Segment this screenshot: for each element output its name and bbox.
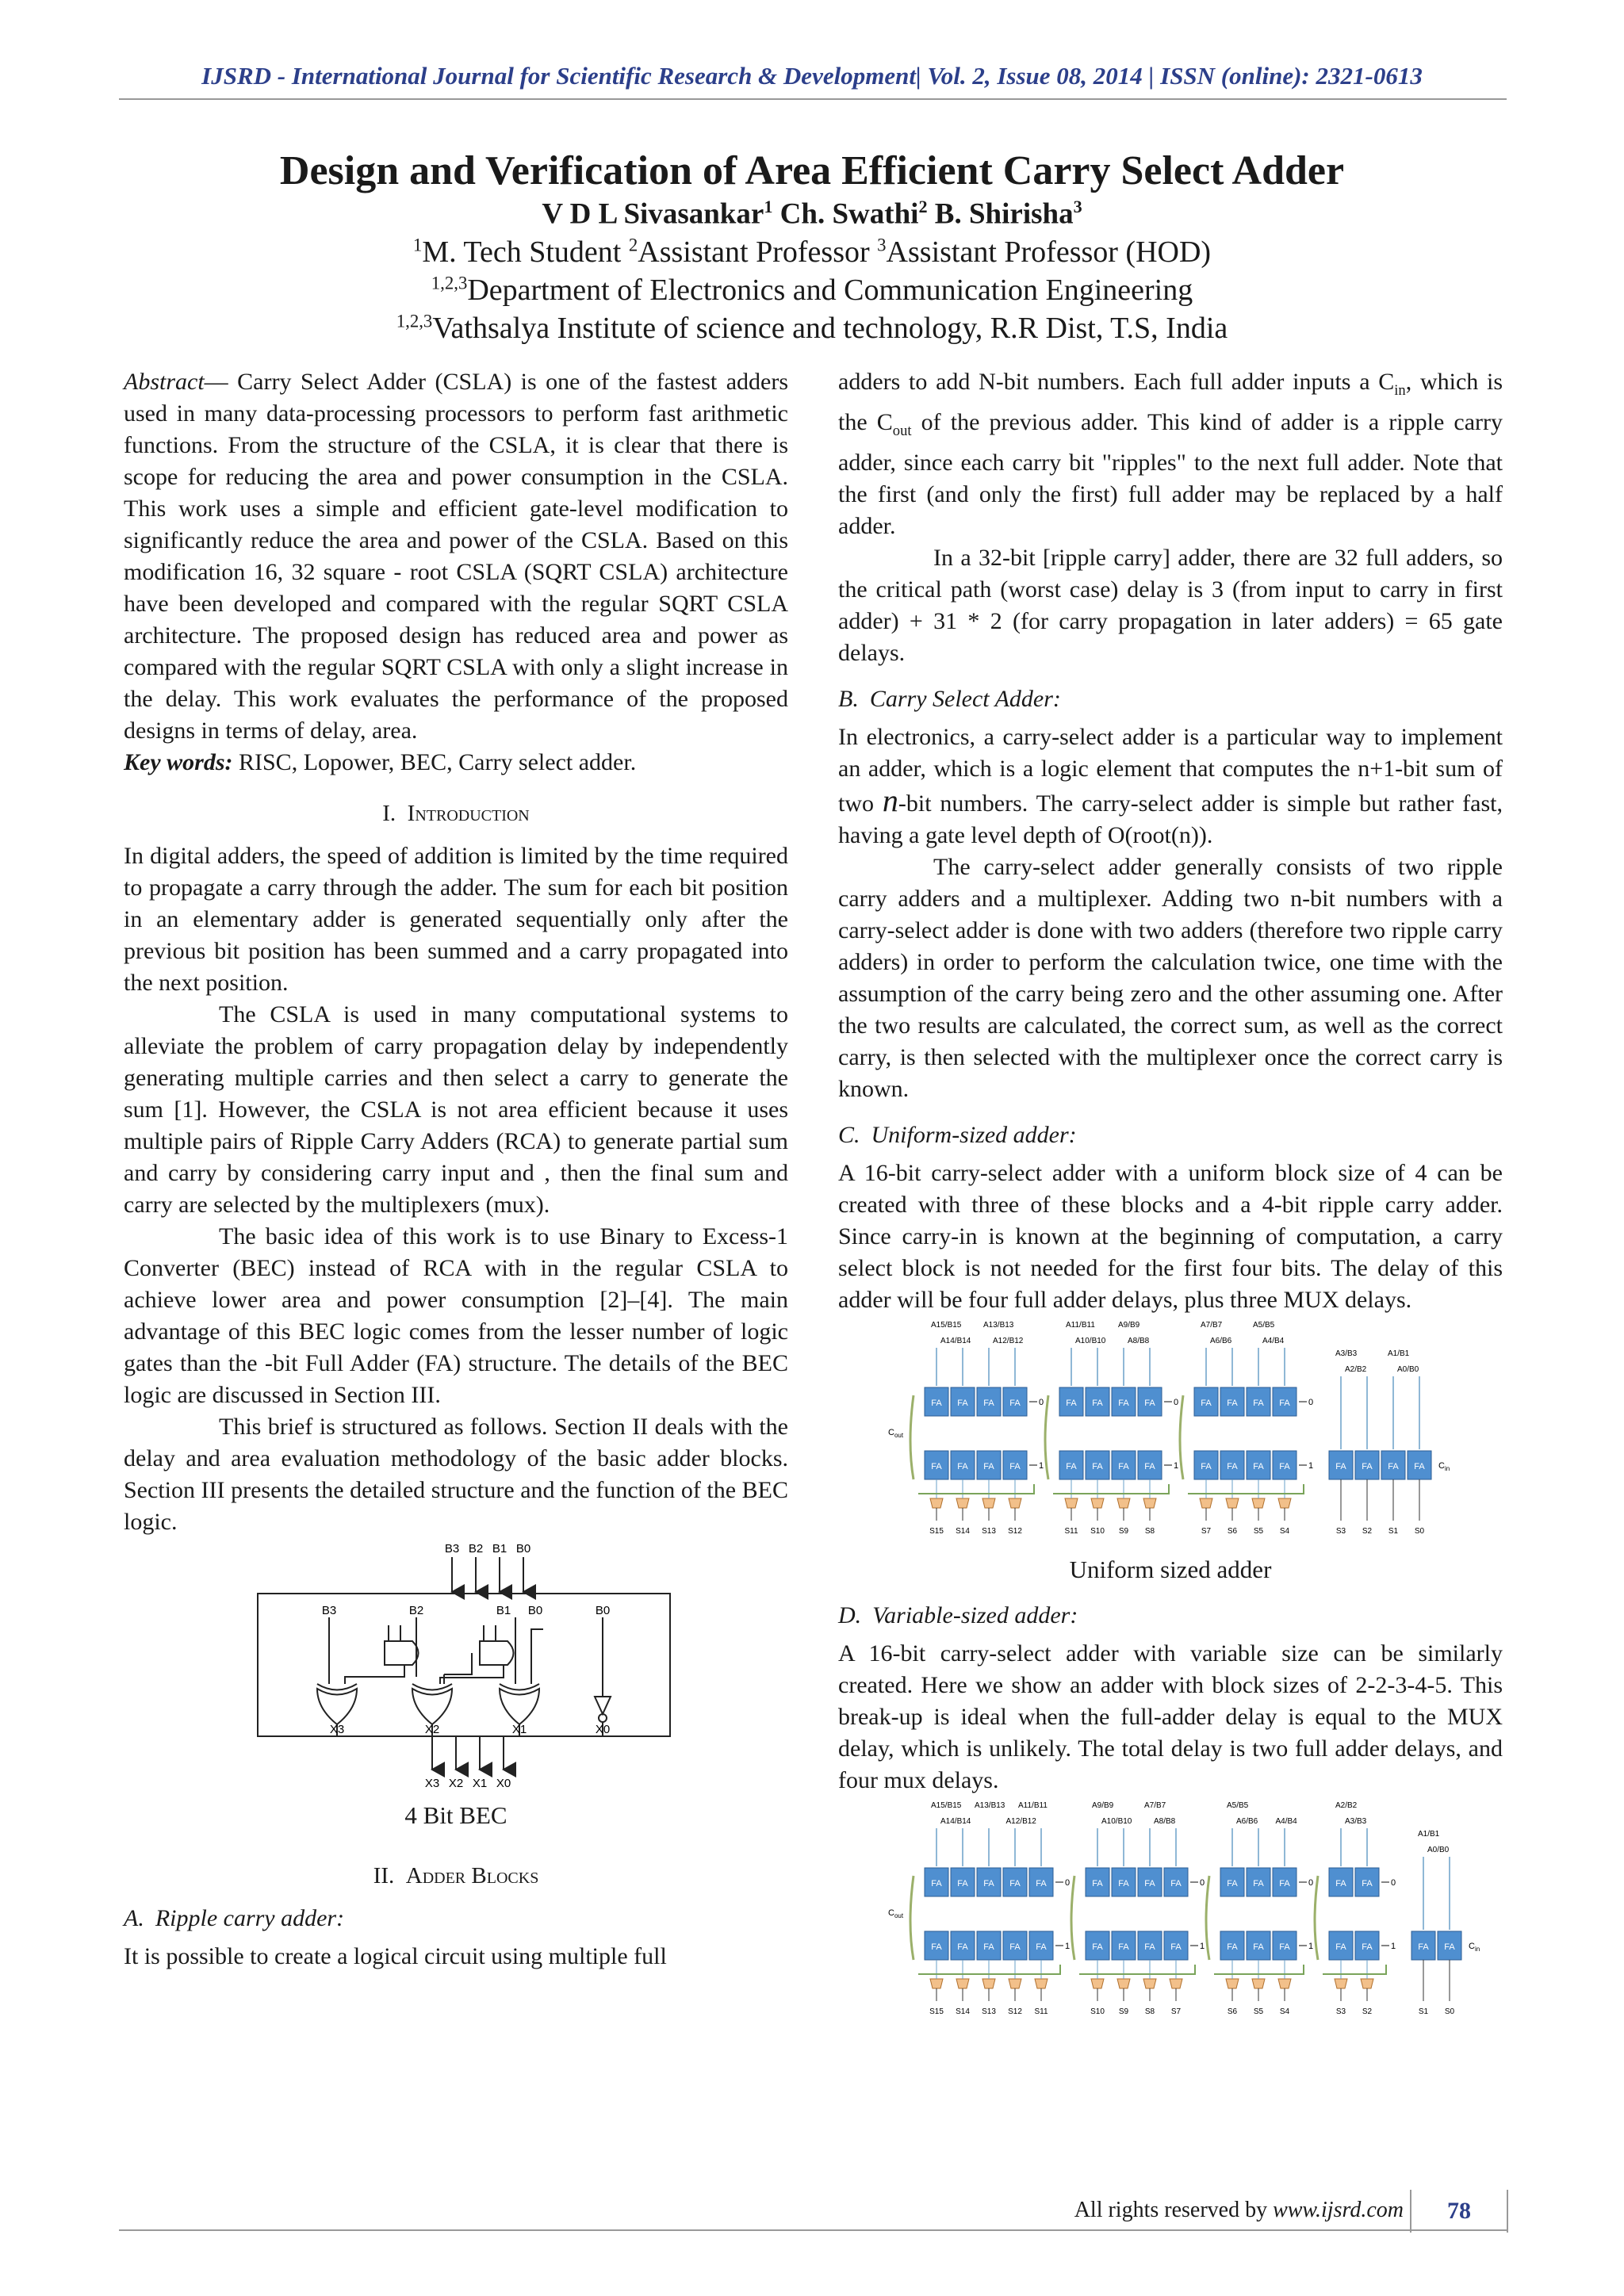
full-adder-label: FA: [1362, 1942, 1373, 1952]
carry-mux: [910, 1876, 914, 1960]
role-mark: 3: [877, 235, 887, 255]
carry-mux: [1045, 1395, 1048, 1479]
keywords: [124, 747, 788, 779]
full-adder-label: FA: [1092, 1879, 1103, 1888]
author-mark: 1: [764, 197, 773, 216]
intro-paragraph-2: The CSLA is used in many computational systems to alleviate the problem of carry propagation delay by independently generating multiple carries and then select a carry to generate the sum [1]. However, the CSLA is not area efficient because it uses multiple pairs of Ripple Carry Adders (RCA) to generate partial sum and carry by considering carry input and , then the final sum and carry are selected by the multiplexers (mux).: [124, 1001, 788, 1218]
bec-gates: [317, 1617, 611, 1736]
carry-in-const: 0: [1391, 1878, 1396, 1888]
full-adder-label: FA: [1227, 1879, 1238, 1888]
sum-label: S15: [929, 2007, 944, 2016]
full-adder-label: FA: [1253, 1399, 1264, 1408]
author-roles: [0, 235, 1624, 270]
mux: [982, 1979, 995, 1988]
cout-sub: out: [894, 1432, 904, 1439]
select-line: [1188, 1484, 1304, 1494]
operand-label: A1/B1: [1388, 1349, 1410, 1358]
full-adder-label: FA: [1227, 1399, 1238, 1408]
abstract: [124, 366, 788, 747]
sum-label: S10: [1090, 1527, 1105, 1536]
right-column: [838, 366, 1503, 2034]
footer-rule: [119, 2229, 1507, 2231]
author-mark: 2: [918, 197, 928, 216]
author-name: V D L Sivasankar: [542, 197, 764, 231]
subsection-label: D.: [838, 1602, 862, 1628]
operand-label: A11/B11: [1066, 1321, 1095, 1330]
uniform-caption: Uniform sized adder: [1069, 1556, 1272, 1583]
cout-sub: out: [894, 1912, 904, 1919]
operand-label: A5/B5: [1253, 1321, 1275, 1330]
mux: [1091, 1498, 1104, 1508]
full-adder-label: FA: [1279, 1462, 1290, 1471]
sum-label: S9: [1118, 1527, 1129, 1536]
full-adder-label: FA: [983, 1399, 994, 1408]
subsection-ripple-carry: [124, 1903, 788, 1934]
author-name: B. Shirisha: [934, 197, 1074, 231]
full-adder-label: FA: [931, 1942, 942, 1952]
math-n: n: [882, 783, 898, 818]
intro-paragraph-3: The basic idea of this work is to use Binary to Excess-1 Converter (BEC) instead of RCA with in the regular CSLA to achieve lower area and power consumption [2]–[4]. The main advantage of this BEC logic comes from the lesser number of logic gates than the -bit Full Adder (FA) structure. The details of the BEC logic are discussed in Section III.: [124, 1223, 788, 1408]
section-heading-adder-blocks: [124, 1860, 788, 1892]
and-gate-2: [480, 1641, 514, 1665]
mux: [930, 1498, 943, 1508]
operand-label: A2/B2: [1345, 1365, 1367, 1374]
sum-label: S5: [1253, 1527, 1264, 1536]
full-adder-label: FA: [1092, 1462, 1103, 1471]
bec-caption: 4 Bit BEC: [404, 1801, 508, 1829]
operand-label: A8/B8: [1154, 1817, 1176, 1826]
mux: [1278, 1979, 1291, 1988]
sum-label: S14: [956, 1527, 970, 1536]
uniform-paragraph: A 16-bit carry-select adder with a uniform block size of 4 can be created with three of these blocks and a 4-bit ripple carry adder. Since carry-in is known at the beginning of computation, a carry select block is not needed for the first four bits. The delay of this adder will be four full adder delays, plus three MUX delays.: [838, 1160, 1503, 1313]
operand-label: A14/B14: [940, 1337, 971, 1345]
mux: [1009, 1498, 1021, 1508]
operand-label: A0/B0: [1397, 1365, 1419, 1374]
full-adder-label: FA: [1092, 1399, 1103, 1408]
full-adder-label: FA: [1036, 1942, 1047, 1952]
bec-output-label: X3: [424, 1777, 440, 1790]
sum-label: S12: [1008, 1527, 1022, 1536]
full-adder-label: FA: [1253, 1462, 1264, 1471]
cout-label: $C_{out}$: [888, 1428, 904, 1439]
sum-label: S6: [1227, 1527, 1238, 1536]
sum-label: S1: [1388, 1527, 1399, 1536]
full-adder-label: FA: [1253, 1942, 1264, 1952]
cin-sub: in: [1474, 1946, 1480, 1953]
mux: [1252, 1979, 1265, 1988]
mux: [1226, 1979, 1239, 1988]
subscript: out: [892, 423, 912, 439]
operand-label: A3/B3: [1335, 1349, 1358, 1358]
full-adder-label: FA: [1144, 1942, 1155, 1952]
full-adder-label: FA: [1362, 1879, 1373, 1888]
subsection-label: A.: [124, 1905, 144, 1931]
sum-label: S15: [929, 1527, 944, 1536]
sum-label: S10: [1090, 2007, 1105, 2016]
sum-label: S6: [1227, 2007, 1238, 2016]
footer: [0, 2198, 1404, 2223]
sum-label: S12: [1008, 2007, 1022, 2016]
xor-gate-x1: [500, 1684, 539, 1724]
full-adder-label: FA: [957, 1462, 968, 1471]
carry-in-const: 1: [1308, 1461, 1314, 1471]
sum-label: S1: [1418, 2007, 1429, 2016]
intro-paragraph-4: This brief is structured as follows. Section II deals with the delay and area evaluation methodology of the basic adder blocks. Section III presents the detailed structure and the function of the BEC logic.: [124, 1414, 788, 1535]
bec-figure: [202, 1538, 710, 1800]
carry-in-const: 1: [1391, 1942, 1396, 1951]
footer-rights: All rights reserved by: [1074, 2198, 1274, 2222]
bec-input-label: B1: [492, 1542, 508, 1556]
section-number: II.: [373, 1863, 395, 1888]
journal-header: IJSRD - International Journal for Scientific Research & Development| Vol. 2, Issue 08, 2014 | ISSN (online): 2321-0613: [201, 62, 1423, 90]
select-line: [1079, 1965, 1195, 1974]
mux: [956, 1498, 969, 1508]
select-line: [918, 1484, 1034, 1494]
subscript: in: [1394, 382, 1406, 399]
sum-label: S4: [1279, 1527, 1290, 1536]
sum-label: S13: [982, 2007, 996, 2016]
inst-text: Vathsalya Institute of science and technology, R.R Dist, T.S, India: [432, 312, 1228, 345]
full-adder-label: FA: [1335, 1942, 1346, 1952]
carry-in-const: 0: [1065, 1878, 1071, 1888]
bec-output-inner-label: X3: [329, 1723, 345, 1736]
sum-label: S0: [1444, 2007, 1455, 2016]
left-column: [124, 366, 788, 1973]
subsection-variable: [838, 1600, 1503, 1632]
author-line: [0, 197, 1624, 231]
full-adder-label: FA: [1066, 1462, 1077, 1471]
carry-mux: [910, 1395, 914, 1479]
operand-label: A1/B1: [1418, 1830, 1440, 1839]
full-adder-label: FA: [1144, 1462, 1155, 1471]
full-adder-label: FA: [1362, 1462, 1373, 1471]
full-adder-label: FA: [1009, 1399, 1021, 1408]
full-adder-label: FA: [1335, 1462, 1346, 1471]
bec-input-label: B3: [444, 1542, 460, 1556]
section-title: Adder Blocks: [405, 1863, 539, 1888]
operand-label: A13/B13: [983, 1321, 1014, 1330]
role-mark: 2: [628, 235, 638, 255]
carry-mux: [1071, 1876, 1074, 1960]
dept-mark: 1,2,3: [431, 273, 468, 293]
full-adder-label: FA: [983, 1942, 994, 1952]
operand-label: A12/B12: [1005, 1817, 1036, 1826]
section-heading-introduction: [124, 798, 788, 829]
operand-label: A5/B5: [1227, 1801, 1249, 1810]
subsection-title: Carry Select Adder:: [869, 686, 1061, 712]
full-adder-label: FA: [1279, 1399, 1290, 1408]
full-adder-label: FA: [1118, 1462, 1129, 1471]
paper-title: Design and Verification of Area Efficient Carry Select Adder: [279, 148, 1345, 193]
full-adder-label: FA: [1279, 1879, 1290, 1888]
carry-mux: [1315, 1876, 1318, 1960]
subsection-carry-select: [838, 683, 1503, 715]
mux: [1226, 1498, 1239, 1508]
full-adder-label: FA: [1118, 1942, 1129, 1952]
full-adder-label: FA: [1009, 1879, 1021, 1888]
mux: [1252, 1498, 1265, 1508]
carry-in-const: 1: [1039, 1461, 1044, 1471]
full-adder-label: FA: [1118, 1879, 1129, 1888]
sum-label: S8: [1144, 1527, 1155, 1536]
full-adder-label: FA: [1036, 1879, 1047, 1888]
subsection-title: Uniform-sized adder:: [871, 1122, 1077, 1148]
uniform-adder-figure: [885, 1316, 1456, 1554]
full-adder-label: FA: [1279, 1942, 1290, 1952]
bec-inner-label: B3: [321, 1604, 337, 1617]
mux: [1278, 1498, 1291, 1508]
carry-in-const: 1: [1200, 1942, 1205, 1951]
subsection-label: C.: [838, 1122, 860, 1148]
carry-in-const: 1: [1174, 1461, 1179, 1471]
full-adder-label: FA: [1444, 1942, 1455, 1952]
author-mark: 3: [1073, 197, 1082, 216]
full-adder-label: FA: [983, 1462, 994, 1471]
operand-label: A4/B4: [1262, 1337, 1285, 1345]
sum-label: S7: [1201, 1527, 1212, 1536]
ripple-paragraph-2: [838, 366, 1503, 542]
operand-label: A8/B8: [1128, 1337, 1150, 1345]
full-adder-label: FA: [931, 1879, 942, 1888]
full-adder-label: FA: [1201, 1462, 1212, 1471]
full-adder-label: FA: [1144, 1879, 1155, 1888]
bec-inner-label: B1: [496, 1604, 511, 1617]
full-adder-label: FA: [1092, 1942, 1103, 1952]
sum-label: S11: [1064, 1527, 1078, 1536]
operand-label: A0/B0: [1427, 1846, 1450, 1854]
keywords-label: Key words:: [124, 749, 233, 775]
mux: [930, 1979, 943, 1988]
full-adder-label: FA: [983, 1879, 994, 1888]
dept-text: Department of Electronics and Communication Engineering: [467, 274, 1193, 307]
subsection-uniform: [838, 1119, 1503, 1151]
mux: [1335, 1979, 1347, 1988]
operand-label: A6/B6: [1236, 1817, 1258, 1826]
xor-gate-x2: [412, 1684, 452, 1724]
operand-label: A9/B9: [1118, 1321, 1140, 1330]
bec-output-label: X1: [472, 1777, 488, 1790]
select-line: [1053, 1484, 1169, 1494]
role-text: Assistant Professor (HOD): [886, 235, 1212, 269]
subsection-title: Ripple carry adder:: [155, 1905, 345, 1931]
operand-label: A7/B7: [1201, 1321, 1223, 1330]
full-adder-label: FA: [1227, 1462, 1238, 1471]
carry-mux: [1206, 1876, 1209, 1960]
text: adders to add N-bit numbers. Each full adder inputs a C: [838, 369, 1395, 395]
keywords-text: RISC, Lopower, BEC, Carry select adder.: [232, 749, 637, 775]
mux: [1009, 1979, 1021, 1988]
sum-label: S0: [1414, 1527, 1425, 1536]
cout-label: $C_{out}$: [888, 1908, 904, 1919]
ripple-paragraph-3: In a 32-bit [ripple carry] adder, there are 32 full adders, so the critical path (worst case) delay is 3 (from input to carry in first adder) + 31 * 2 (for carry propagation in later adders) = 65 gate delays.: [838, 545, 1503, 666]
full-adder-label: FA: [1170, 1879, 1182, 1888]
role-text: Assistant Professor: [638, 235, 878, 269]
full-adder-label: FA: [1201, 1399, 1212, 1408]
full-adder-label: FA: [1009, 1942, 1021, 1952]
abstract-label: Abstract: [124, 369, 205, 395]
sum-label: S14: [956, 2007, 970, 2016]
mux: [1117, 1979, 1130, 1988]
author-name: Ch. Swathi: [779, 197, 919, 231]
intro-paragraph-1: In digital adders, the speed of addition is limited by the time required to propagate a carry through the adder. The sum for each bit position in an elementary adder is generated sequentially only after the previous bit position has been summed and a carry propagated into the next position.: [124, 843, 788, 996]
header-rule: [119, 98, 1507, 100]
sum-label: S7: [1170, 2007, 1182, 2016]
bec-input-label: B2: [468, 1542, 484, 1556]
carry-in-const: 0: [1174, 1398, 1179, 1407]
full-adder-label: FA: [1414, 1462, 1425, 1471]
operand-label: A10/B10: [1101, 1817, 1132, 1826]
sum-label: S3: [1335, 2007, 1346, 2016]
subsection-label: B.: [838, 686, 859, 712]
sum-label: S2: [1362, 2007, 1373, 2016]
operand-label: A15/B15: [931, 1321, 962, 1330]
operand-label: A15/B15: [931, 1801, 962, 1810]
full-adder-label: FA: [931, 1462, 942, 1471]
mux: [1361, 1979, 1373, 1988]
full-adder-label: FA: [1335, 1879, 1346, 1888]
variable-paragraph: A 16-bit carry-select adder with variable size can be similarly created. Here we show an adder with block sizes of 2-2-3-4-5. This break-up is ideal when the full-adder delay is equal to the MUX delay, which is unlikely. The total delay is two full adder delays, and four mux delays.: [838, 1640, 1503, 1793]
mux: [1200, 1498, 1212, 1508]
section-number: I.: [382, 801, 396, 826]
bec-inner-label: B2: [408, 1604, 424, 1617]
full-adder-label: FA: [1227, 1942, 1238, 1952]
mux: [1143, 1498, 1156, 1508]
and-gate-1: [385, 1641, 419, 1665]
sum-label: S8: [1144, 2007, 1155, 2016]
carry-in-const: 0: [1308, 1398, 1314, 1407]
mux: [982, 1498, 995, 1508]
footer-site-link[interactable]: www.ijsrd.com: [1273, 2198, 1404, 2222]
section-title: Introduction: [407, 801, 530, 826]
bec-inner-label: B0: [595, 1604, 611, 1617]
mux: [956, 1979, 969, 1988]
operand-label: A6/B6: [1210, 1337, 1232, 1345]
text: , which is the C: [838, 369, 1503, 435]
role-mark: 1: [412, 235, 423, 255]
bec-output-label: X2: [448, 1777, 464, 1790]
page-number: 78: [1410, 2190, 1508, 2233]
operand-label: A7/B7: [1144, 1801, 1166, 1810]
operand-label: A4/B4: [1275, 1817, 1297, 1826]
carry-in-const: 0: [1308, 1878, 1314, 1888]
text: -bit numbers. The carry-select adder is simple but rather fast, having a gate level depth of O(root(n)).: [838, 790, 1503, 848]
mux: [1117, 1498, 1130, 1508]
operand-label: A11/B11: [1018, 1801, 1048, 1810]
mux: [1170, 1979, 1182, 1988]
ripple-paragraph-1: It is possible to create a logical circuit using multiple full: [124, 1943, 667, 1969]
full-adder-label: FA: [1388, 1462, 1399, 1471]
csla-paragraph-2: The carry-select adder generally consists of two ripple carry adders and a multiplexer. Adding two n-bit numbers with a carry-select adder is done with two adders (therefore two ripple carry adders) in order to perform the calculation twice, one time with the assumption of the carry being zero and the other assuming one. After the two results are calculated, the correct sum, as well as the correct carry, is then selected with the multiplexer once the correct carry is known.: [838, 854, 1503, 1102]
role-text: M. Tech Student: [422, 235, 629, 269]
bec-output-inner-label: X1: [511, 1723, 527, 1736]
csla-paragraph-1: [838, 721, 1503, 851]
bec-inner-label: B0: [527, 1604, 543, 1617]
full-adder-label: FA: [1170, 1942, 1182, 1952]
not-gate-x0: [595, 1697, 611, 1714]
carry-in-const: 0: [1200, 1878, 1205, 1888]
full-adder-label: FA: [1418, 1942, 1429, 1952]
sum-label: S2: [1362, 1527, 1373, 1536]
cin-label: $C_{in}$: [1438, 1461, 1450, 1472]
sum-label: S9: [1118, 2007, 1129, 2016]
bec-output-inner-label: X0: [595, 1723, 611, 1736]
subsection-title: Variable-sized adder:: [872, 1602, 1078, 1628]
carry-in-const: 1: [1065, 1942, 1071, 1951]
bec-output-inner-label: X2: [424, 1723, 440, 1736]
carry-in-const: 1: [1308, 1942, 1314, 1951]
carry-mux: [1180, 1395, 1183, 1479]
abstract-text: — Carry Select Adder (CSLA) is one of the fastest adders used in many data-processing processors to perform fast arithmetic functions. From the structure of the CSLA, it is clear that there is scope for reducing the area and power consumption in the CSLA. This work uses a simple and efficient gate-level modification to significantly reduce the area and power of the CSLA. Based on this modification 16, 32 square - root CSLA (SQRT CSLA) architecture have been developed and compared with the regular SQRT CSLA architecture. The proposed design has reduced area and power as compared with the regular SQRT CSLA with only a slight increase in the delay. This work evaluates the performance of the proposed designs in terms of delay, area.: [124, 369, 788, 744]
bec-output-label: X0: [496, 1777, 511, 1790]
carry-in-const: 0: [1039, 1398, 1044, 1407]
sum-label: S11: [1034, 2007, 1048, 2016]
mux: [1065, 1498, 1078, 1508]
full-adder-label: FA: [957, 1399, 968, 1408]
select-line: [1323, 1965, 1386, 1974]
full-adder-label: FA: [1066, 1399, 1077, 1408]
operand-label: A14/B14: [940, 1817, 971, 1826]
full-adder-label: FA: [957, 1879, 968, 1888]
sum-label: S13: [982, 1527, 996, 1536]
full-adder-label: FA: [957, 1942, 968, 1952]
operand-label: A3/B3: [1345, 1817, 1367, 1826]
operand-label: A10/B10: [1075, 1337, 1106, 1345]
operand-label: A12/B12: [993, 1337, 1024, 1345]
operand-label: A9/B9: [1092, 1801, 1114, 1810]
sum-label: S5: [1253, 2007, 1264, 2016]
department: [0, 273, 1624, 308]
sum-label: S4: [1279, 2007, 1290, 2016]
full-adder-label: FA: [1009, 1462, 1021, 1471]
mux: [1143, 1979, 1156, 1988]
text: In electronics, a carry-select adder is a particular way to implement an adder, which is a logic element that computes the n+1-bit sum of two: [838, 724, 1503, 817]
bec-input-label: B0: [515, 1542, 531, 1556]
xor-gate-x3: [317, 1684, 357, 1724]
full-adder-label: FA: [1253, 1879, 1264, 1888]
full-adder-label: FA: [931, 1399, 942, 1408]
inst-mark: 1,2,3: [396, 311, 433, 331]
full-adder-label: FA: [1118, 1399, 1129, 1408]
cin-sub: in: [1444, 1465, 1450, 1472]
mux: [1091, 1979, 1104, 1988]
institute: [0, 311, 1624, 346]
cin-label: $C_{in}$: [1469, 1942, 1480, 1953]
text: of the previous adder. This kind of adder is a ripple carry adder, since each carry bit "ripples" to the next full adder. Note that the first (and only the first) full adder may be replaced by a half adder.: [838, 409, 1503, 539]
sum-label: S3: [1335, 1527, 1346, 1536]
operand-label: A13/B13: [975, 1801, 1005, 1810]
mux: [1035, 1979, 1048, 1988]
full-adder-label: FA: [1144, 1399, 1155, 1408]
variable-adder-figure: [885, 1797, 1480, 2034]
operand-label: A2/B2: [1335, 1801, 1358, 1810]
